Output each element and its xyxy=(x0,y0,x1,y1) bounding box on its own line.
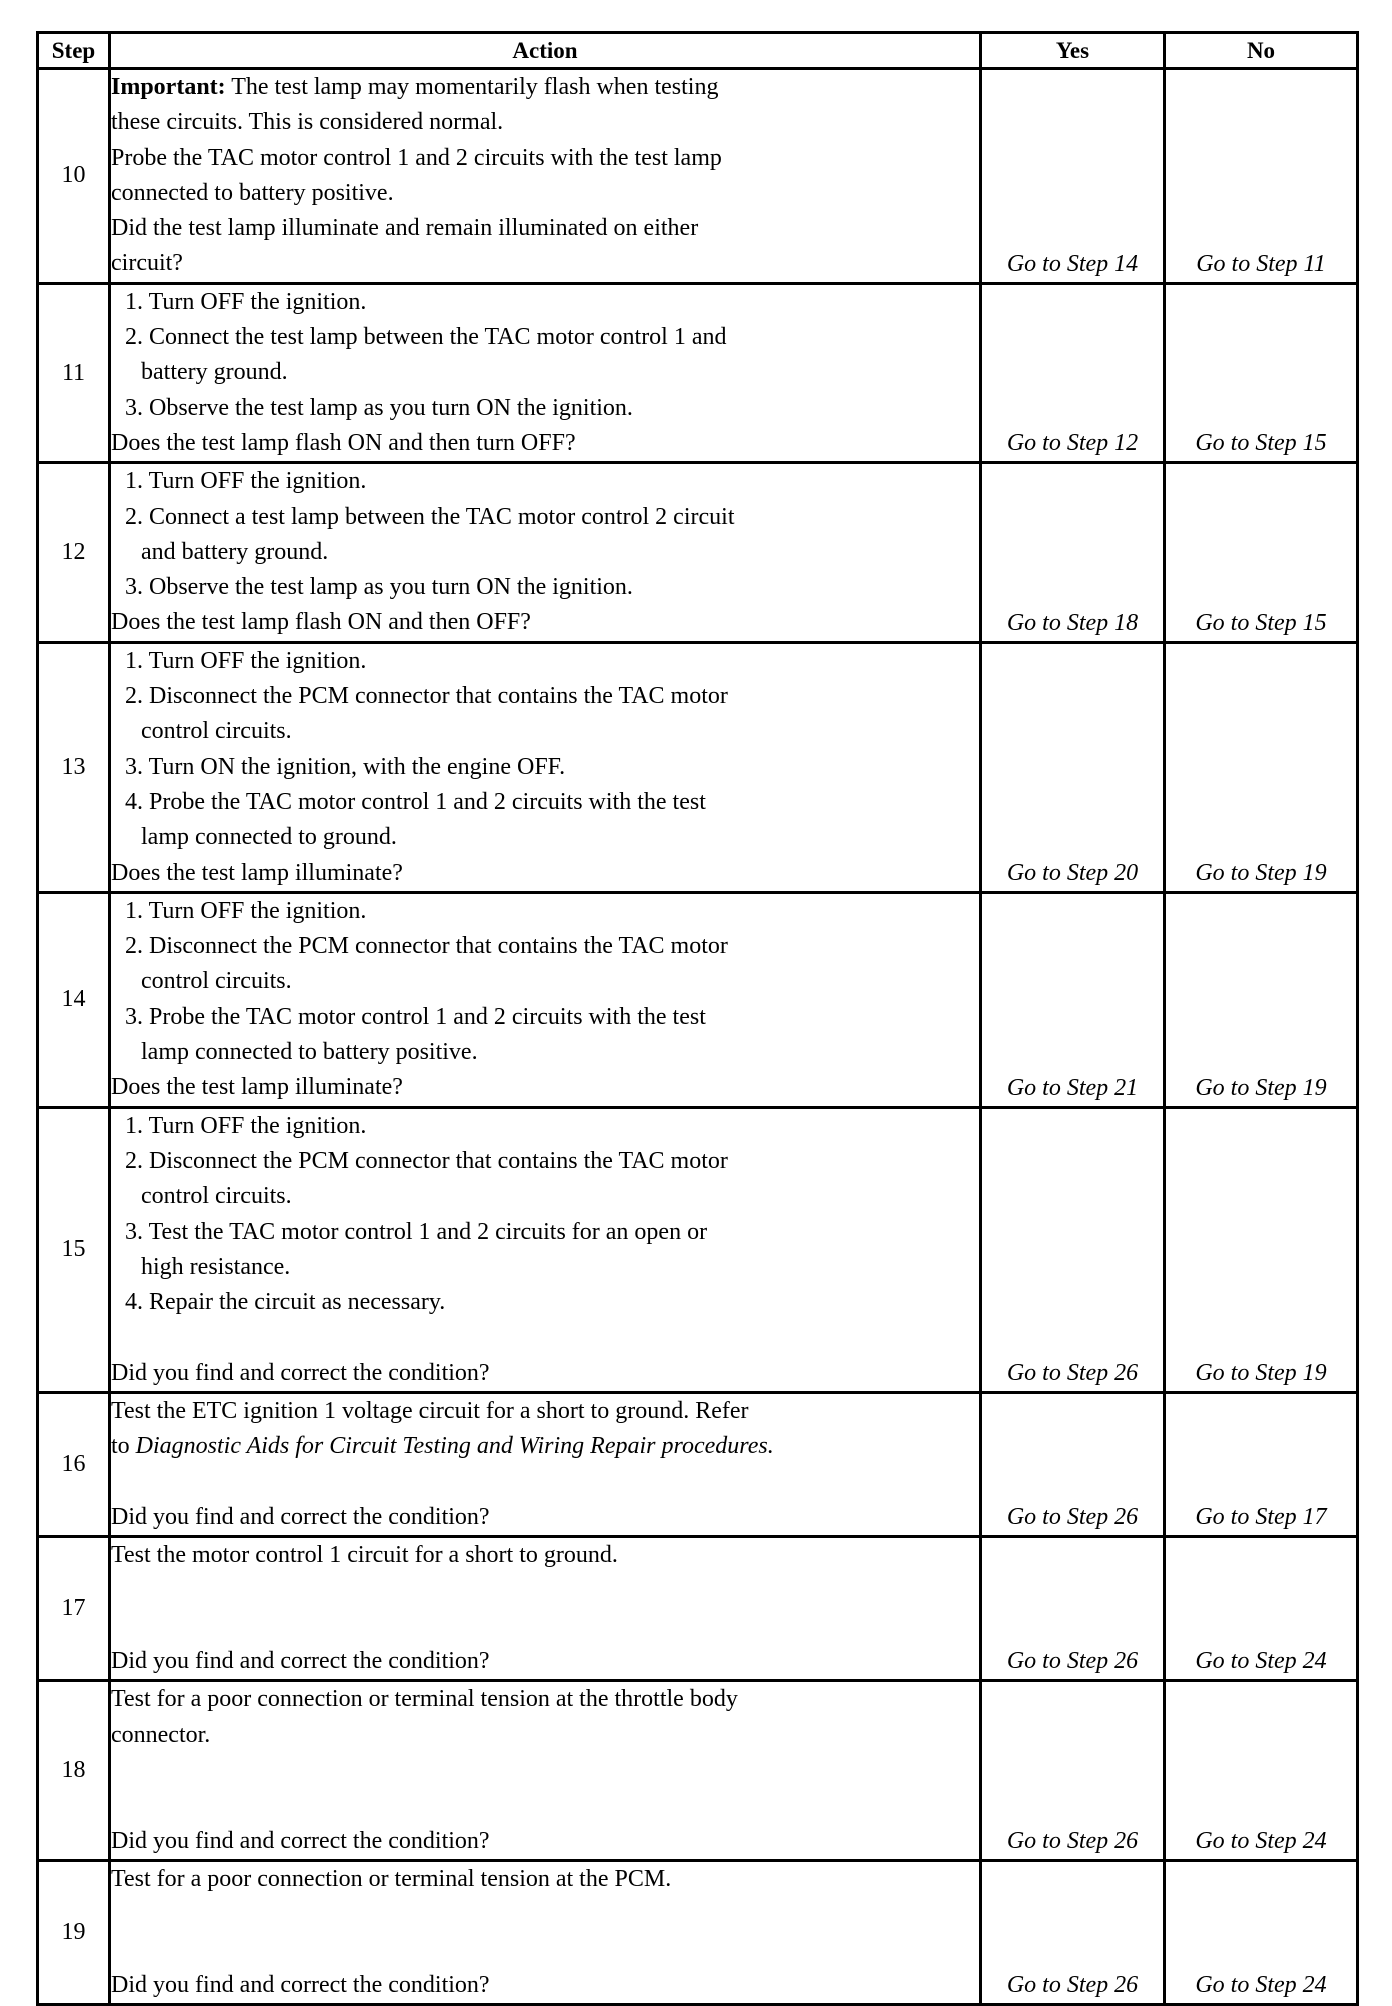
action-line xyxy=(111,70,979,105)
action-line: 3. Observe the test lamp as you turn ON the ignition. xyxy=(125,574,633,601)
action-line: Does the test lamp flash ON and then OFF? xyxy=(111,609,531,636)
yes-result: Go to Step 18 xyxy=(981,463,1165,642)
action-line: 3. Observe the test lamp as you turn ON the ignition. xyxy=(125,394,633,421)
action-line: 2. Connect the test lamp between the TAC motor control 1 and xyxy=(125,324,727,351)
action-line: battery ground. xyxy=(141,359,288,386)
no-result: Go to Step 11 xyxy=(1165,69,1358,284)
table-row xyxy=(38,1392,1358,1536)
action-line: circuit? xyxy=(111,250,183,277)
action-line: Did you find and correct the condition? xyxy=(111,1971,490,1998)
action-line: 3. Test the TAC motor control 1 and 2 circuits for an open or xyxy=(125,1218,708,1245)
header-action: Action xyxy=(110,33,981,69)
action-line: 3. Turn ON the ignition, with the engine OFF. xyxy=(125,753,566,780)
diagnostic-table xyxy=(36,31,1359,2006)
action-cell xyxy=(110,892,981,1107)
table-row xyxy=(38,1681,1358,1860)
spacer xyxy=(111,1320,979,1355)
yes-result: Go to Step 20 xyxy=(981,642,1165,892)
spacer xyxy=(111,1788,979,1823)
action-line: Test for a poor connection or terminal tension at the PCM. xyxy=(111,1865,672,1892)
no-result: Go to Step 19 xyxy=(1165,1107,1358,1392)
action-cell xyxy=(110,283,981,462)
no-result: Go to Step 15 xyxy=(1165,283,1358,462)
spacer xyxy=(111,1932,979,1967)
action-line: Test the ETC ignition 1 voltage circuit for a short to ground. Refer xyxy=(111,1397,749,1424)
action-cell xyxy=(110,69,981,284)
step-number: 18 xyxy=(38,1681,110,1860)
important-label: Important: xyxy=(111,74,226,100)
action-line: Does the test lamp illuminate? xyxy=(111,859,403,886)
action-line: 2. Connect a test lamp between the TAC motor control 2 circuit xyxy=(125,503,735,530)
action-cell xyxy=(110,463,981,642)
step-number: 19 xyxy=(38,1860,110,2004)
action-line: connected to battery positive. xyxy=(111,179,394,206)
action-line: Does the test lamp illuminate? xyxy=(111,1074,403,1101)
action-line: control circuits. xyxy=(141,718,292,745)
action-line: Did the test lamp illuminate and remain illuminated on either xyxy=(111,215,699,242)
action-line: 2. Disconnect the PCM connector that contains the TAC motor xyxy=(125,683,728,710)
table-row xyxy=(38,463,1358,642)
action-line: control circuits. xyxy=(141,1183,292,1210)
header-row xyxy=(38,33,1358,69)
action-line: Did you find and correct the condition? xyxy=(111,1359,490,1386)
step-number: 15 xyxy=(38,1107,110,1392)
no-result: Go to Step 24 xyxy=(1165,1681,1358,1860)
table-row xyxy=(38,642,1358,892)
action-line: 2. Disconnect the PCM connector that contains the TAC motor xyxy=(125,933,728,960)
action-line: Did you find and correct the condition? xyxy=(111,1648,490,1675)
action-text: to xyxy=(111,1433,136,1460)
yes-result: Go to Step 26 xyxy=(981,1860,1165,2004)
action-line: high resistance. xyxy=(141,1253,291,1280)
action-line: 3. Probe the TAC motor control 1 and 2 circuits with the test xyxy=(125,1003,706,1030)
spacer xyxy=(111,1897,979,1932)
action-line: 1. Turn OFF the ignition. xyxy=(125,1112,367,1139)
action-line: lamp connected to battery positive. xyxy=(141,1039,478,1066)
table-row xyxy=(38,283,1358,462)
table-row xyxy=(38,892,1358,1107)
step-number: 14 xyxy=(38,892,110,1107)
no-result: Go to Step 17 xyxy=(1165,1392,1358,1536)
action-cell xyxy=(110,1681,981,1860)
action-line: 1. Turn OFF the ignition. xyxy=(125,647,367,674)
yes-result: Go to Step 26 xyxy=(981,1392,1165,1536)
action-line xyxy=(111,1429,979,1464)
spacer xyxy=(111,1609,979,1644)
reference-link-text: Diagnostic Aids for Circuit Testing and Wiring Repair procedures. xyxy=(135,1433,774,1460)
action-line: Probe the TAC motor control 1 and 2 circuits with the test lamp xyxy=(111,144,722,171)
action-cell xyxy=(110,1860,981,2004)
action-cell xyxy=(110,1537,981,1681)
action-line: 4. Probe the TAC motor control 1 and 2 circuits with the test xyxy=(125,788,706,815)
action-line: 1. Turn OFF the ignition. xyxy=(125,897,367,924)
table-row xyxy=(38,1537,1358,1681)
yes-result: Go to Step 12 xyxy=(981,283,1165,462)
header-step: Step xyxy=(38,33,110,69)
action-text: The test lamp may momentarily flash when testing xyxy=(225,74,719,100)
action-line: lamp connected to ground. xyxy=(141,824,397,851)
spacer xyxy=(111,1573,979,1608)
action-line: 1. Turn OFF the ignition. xyxy=(125,288,367,315)
no-result: Go to Step 24 xyxy=(1165,1537,1358,1681)
no-result: Go to Step 24 xyxy=(1165,1860,1358,2004)
step-number: 16 xyxy=(38,1392,110,1536)
step-number: 11 xyxy=(38,283,110,462)
no-result: Go to Step 19 xyxy=(1165,892,1358,1107)
action-cell xyxy=(110,1392,981,1536)
spacer xyxy=(111,1465,979,1500)
table-row xyxy=(38,69,1358,284)
action-line: connector. xyxy=(111,1721,211,1748)
action-line: 2. Disconnect the PCM connector that contains the TAC motor xyxy=(125,1147,728,1174)
action-line: 1. Turn OFF the ignition. xyxy=(125,468,367,495)
header-no: No xyxy=(1165,33,1358,69)
yes-result: Go to Step 14 xyxy=(981,69,1165,284)
action-line: Test for a poor connection or terminal tension at the throttle body xyxy=(111,1686,738,1713)
yes-result: Go to Step 21 xyxy=(981,892,1165,1107)
step-number: 17 xyxy=(38,1537,110,1681)
header-yes: Yes xyxy=(981,33,1165,69)
action-cell xyxy=(110,1107,981,1392)
yes-result: Go to Step 26 xyxy=(981,1537,1165,1681)
action-line: control circuits. xyxy=(141,968,292,995)
no-result: Go to Step 19 xyxy=(1165,642,1358,892)
action-cell xyxy=(110,642,981,892)
spacer xyxy=(111,1753,979,1788)
action-line: Did you find and correct the condition? xyxy=(111,1827,490,1854)
no-result: Go to Step 15 xyxy=(1165,463,1358,642)
yes-result: Go to Step 26 xyxy=(981,1107,1165,1392)
action-line: and battery ground. xyxy=(141,538,329,565)
action-line: Test the motor control 1 circuit for a short to ground. xyxy=(111,1542,618,1569)
table-row xyxy=(38,1860,1358,2004)
yes-result: Go to Step 26 xyxy=(981,1681,1165,1860)
step-number: 10 xyxy=(38,69,110,284)
action-line: Does the test lamp flash ON and then turn OFF? xyxy=(111,429,576,456)
action-line: 4. Repair the circuit as necessary. xyxy=(125,1289,446,1316)
action-line: these circuits. This is considered normal. xyxy=(111,109,504,136)
step-number: 12 xyxy=(38,463,110,642)
step-number: 13 xyxy=(38,642,110,892)
action-line: Did you find and correct the condition? xyxy=(111,1503,490,1530)
table-row xyxy=(38,1107,1358,1392)
